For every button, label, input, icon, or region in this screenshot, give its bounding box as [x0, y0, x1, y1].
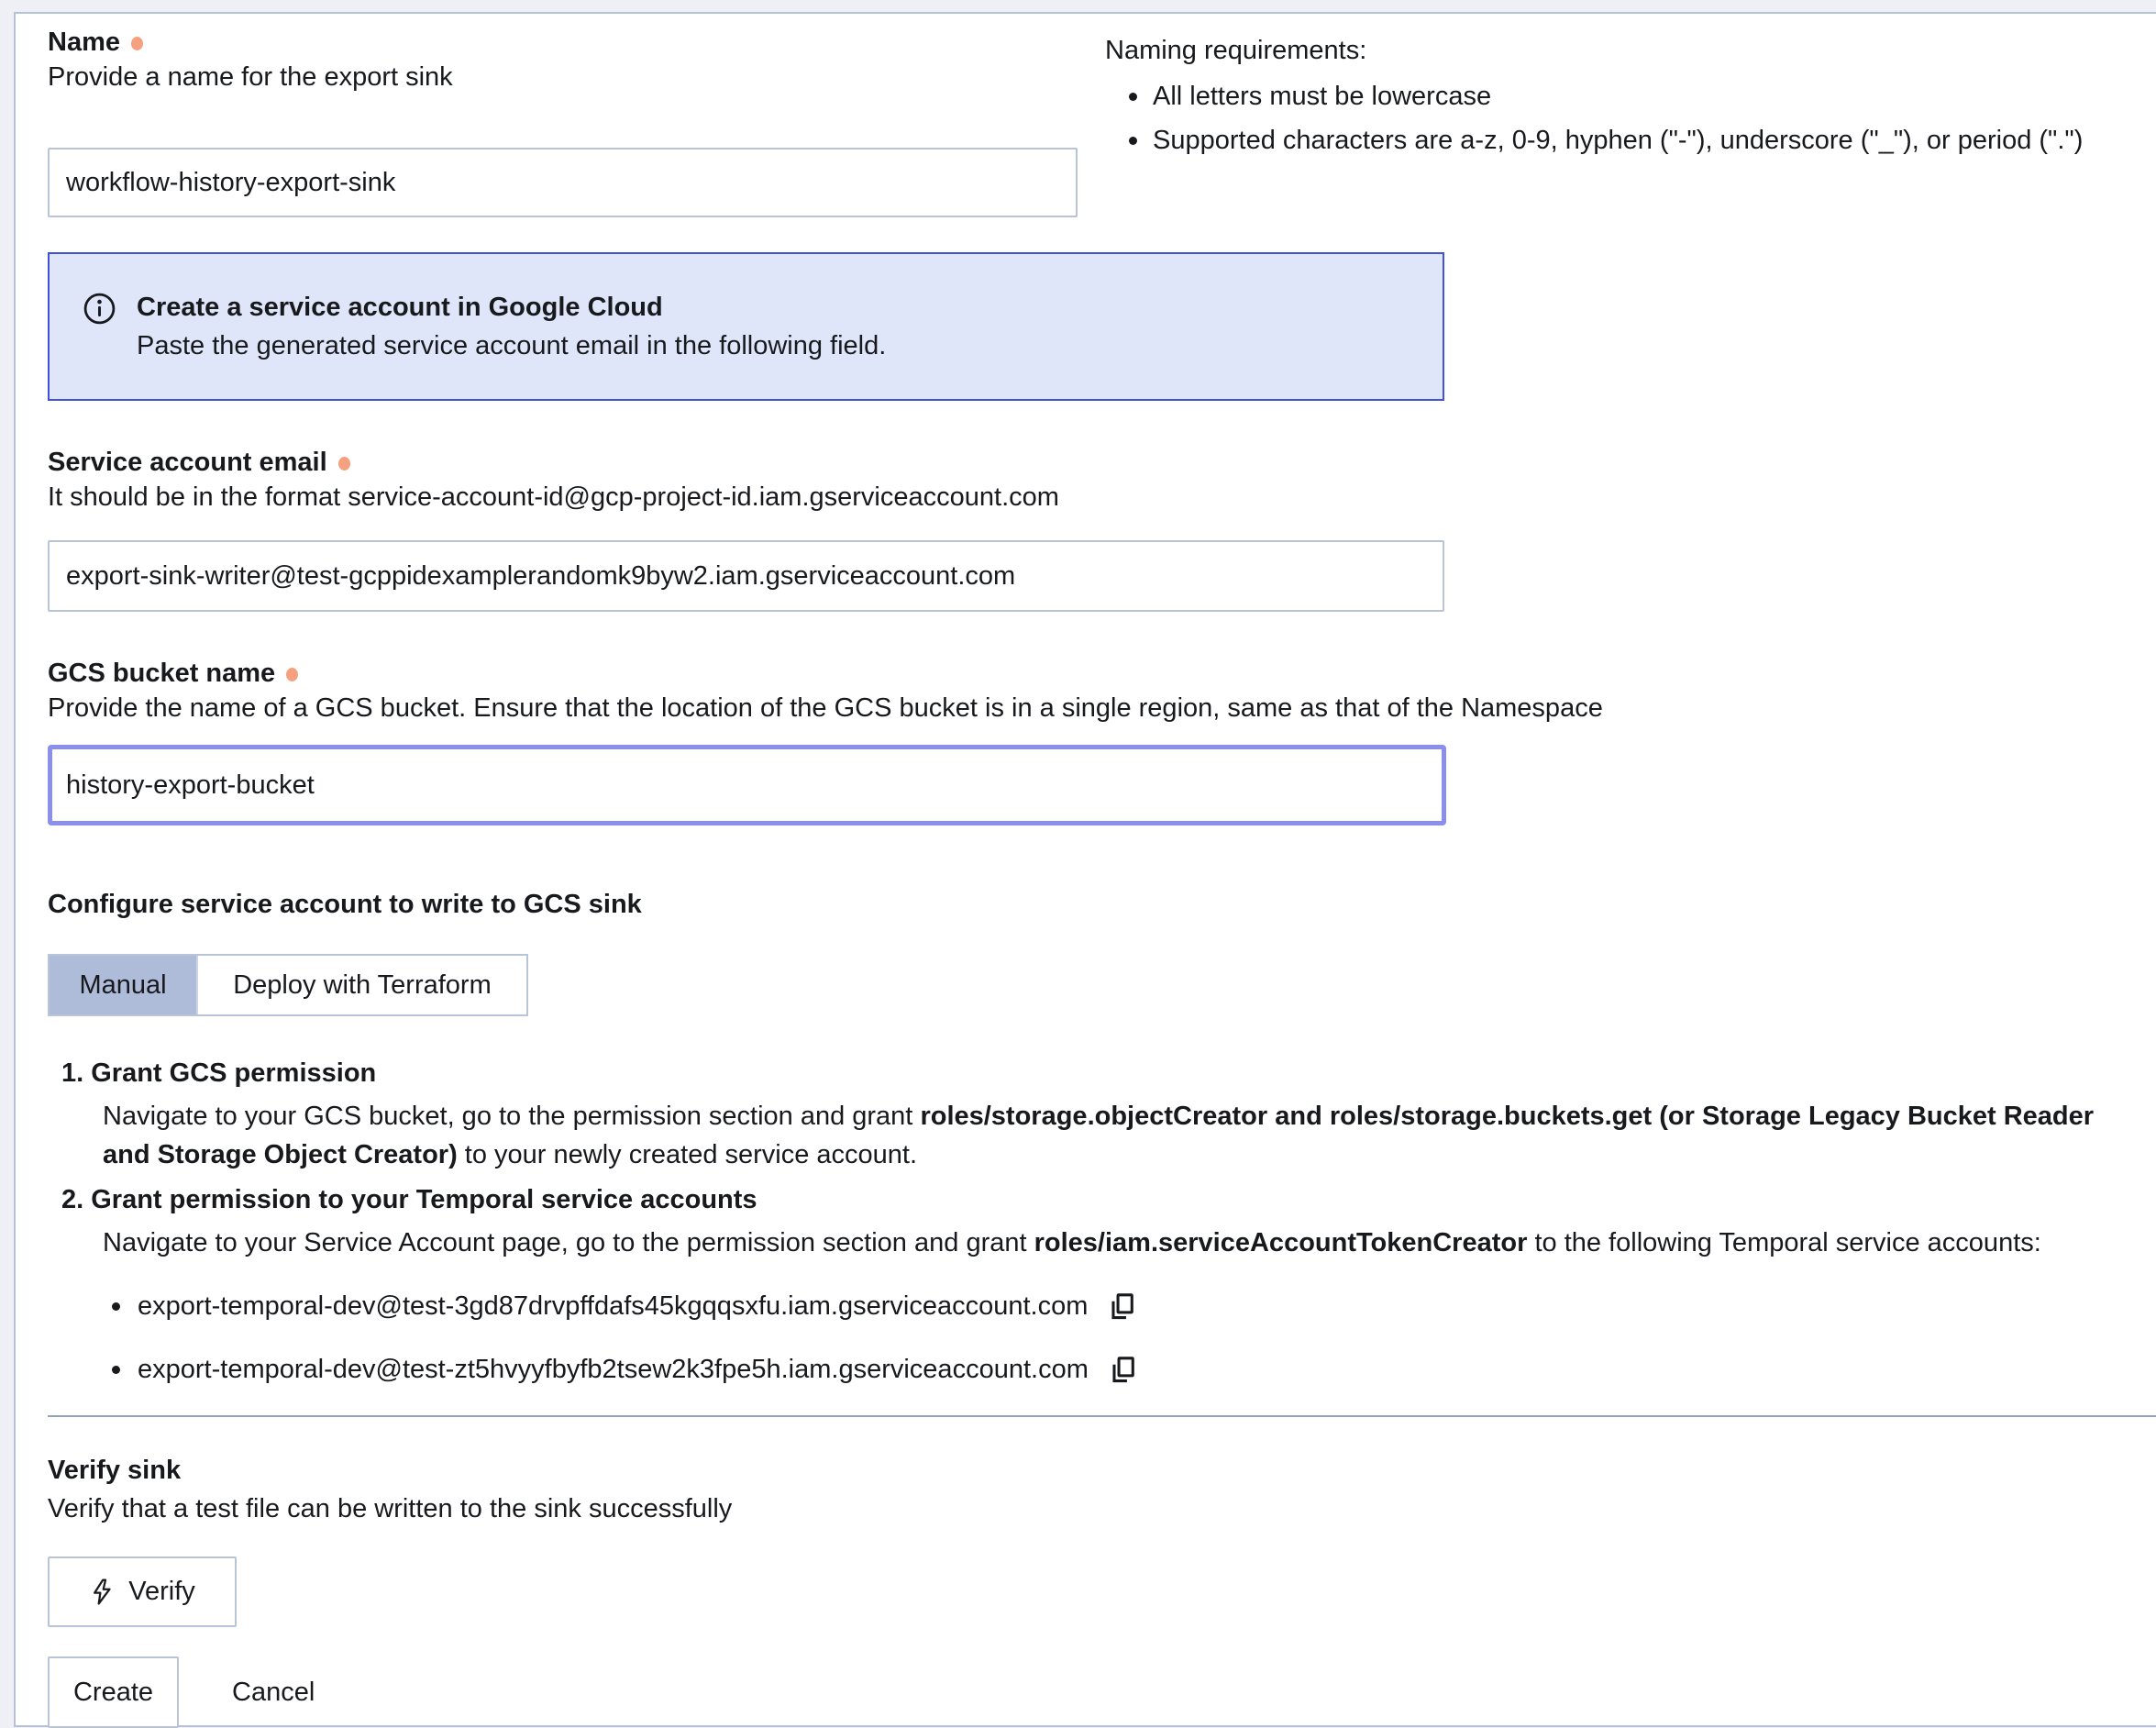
export-sink-form-panel: [14, 12, 2156, 1727]
service-account-email-input[interactable]: [48, 540, 1444, 612]
step-grant-gcs-permission: [48, 1055, 2156, 1174]
copy-icon-button[interactable]: [1109, 1355, 1137, 1385]
name-label: Name: [48, 28, 120, 57]
verify-button-label: Verify: [128, 1577, 195, 1606]
export-sink-form: [16, 14, 2156, 1728]
info-icon: [83, 292, 116, 326]
verify-button[interactable]: [48, 1556, 237, 1627]
info-banner-description: Paste the generated service account email in the following field.: [137, 331, 887, 360]
configure-section-title: Configure service account to write to GCS sink: [48, 890, 642, 919]
required-dot: [286, 668, 298, 681]
step-title-text: Grant GCS permission: [91, 1058, 377, 1088]
naming-requirements-list: [1105, 78, 2156, 159]
copy-icon-button[interactable]: [1108, 1291, 1136, 1322]
step-number: 2.: [61, 1185, 84, 1214]
name-field-block: [48, 25, 1078, 217]
step-title: [61, 1055, 2156, 1091]
required-dot: [338, 457, 350, 471]
bucket-label: GCS bucket name: [48, 659, 276, 688]
info-banner: [48, 252, 1444, 401]
verify-sink-title: Verify sink: [48, 1456, 182, 1485]
bucket-description: Provide the name of a GCS bucket. Ensure that the location of the GCS bucket is in a single region, same as that of the Namespace: [48, 693, 1603, 723]
temporal-service-account-item: [138, 1286, 2156, 1326]
naming-requirements-block: [1105, 25, 2156, 159]
step-title: [61, 1181, 2156, 1218]
form-actions: [48, 1656, 2156, 1728]
name-label-row: [48, 25, 1078, 60]
temporal-service-account-email: export-temporal-dev@test-3gd87drvpffdafs45kgqqsxfu.iam.gserviceaccount.com: [138, 1290, 1089, 1321]
step-number: 1.: [61, 1058, 84, 1088]
service-account-description: It should be in the format service-account-id@gcp-project-id.iam.gserviceaccount.com: [48, 482, 1059, 512]
gcs-bucket-name-input[interactable]: [48, 745, 1446, 825]
naming-requirements-title: Naming requirements:: [1105, 36, 1367, 65]
bucket-label-row: [48, 656, 2156, 691]
step-body: Navigate to your GCS bucket, go to the permission section and grant roles/storage.objectCreator and roles/storage.buckets.get (or Storage Legacy Bucket Reader and Storage Object Creator) to your newly created service account.: [103, 1102, 2095, 1169]
naming-requirement-item: All letters must be lowercase: [1153, 78, 2156, 115]
naming-requirement-item: Supported characters are a-z, 0-9, hyphen ("-"), underscore ("_"), or period ("."): [1153, 122, 2156, 159]
temporal-service-accounts-list: [48, 1286, 2156, 1390]
verify-sink-description: Verify that a test file can be written to the sink successfully: [48, 1494, 733, 1523]
step-grant-temporal-permission: [48, 1181, 2156, 1262]
required-dot: [131, 37, 143, 50]
info-banner-title: Create a service account in Google Cloud: [137, 293, 663, 322]
step-body: Navigate to your Service Account page, go to the permission section and grant roles/iam.serviceAccountTokenCreator to the following Temporal service accounts:: [103, 1228, 2041, 1257]
tab-manual[interactable]: Manual: [50, 956, 196, 1014]
temporal-service-account-item: [138, 1349, 2156, 1390]
deploy-method-tabs: [48, 954, 528, 1016]
tab-deploy-with-terraform[interactable]: Deploy with Terraform: [196, 956, 526, 1014]
step-title-text: Grant permission to your Temporal service accounts: [91, 1185, 757, 1214]
info-banner-text: [137, 288, 886, 365]
cancel-button[interactable]: Cancel: [232, 1656, 315, 1728]
lightning-icon: [89, 1578, 114, 1606]
temporal-service-account-email: export-temporal-dev@test-zt5hvyyfbyfb2tsew2k3fpe5h.iam.gserviceaccount.com: [138, 1354, 1089, 1384]
name-and-requirements-row: [48, 25, 2156, 217]
name-description: Provide a name for the export sink: [48, 62, 453, 92]
name-input[interactable]: [48, 148, 1078, 217]
section-divider: [48, 1415, 2156, 1417]
create-button[interactable]: Create: [48, 1656, 179, 1728]
service-account-label: Service account email: [48, 448, 327, 477]
service-account-label-row: [48, 445, 2156, 480]
